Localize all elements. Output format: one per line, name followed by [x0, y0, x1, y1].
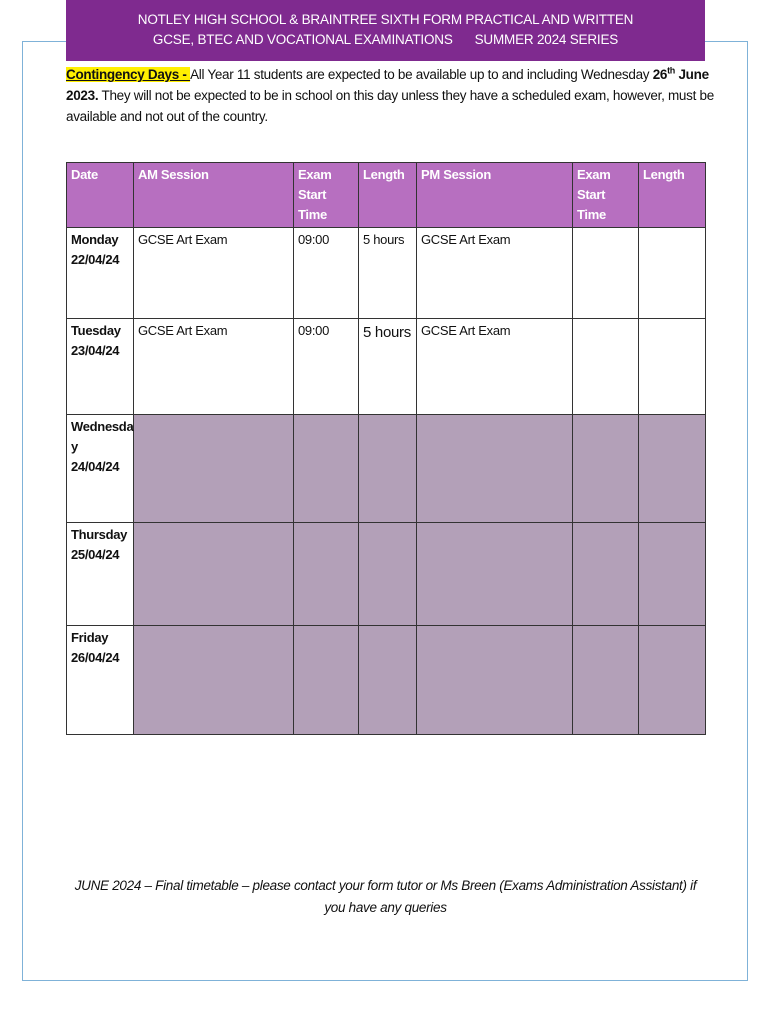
- row-am-session: [134, 415, 294, 523]
- row-day: Tuesday: [71, 323, 121, 338]
- title-banner: [66, 0, 705, 61]
- row-date-cell: [67, 319, 134, 415]
- row-am-length: 5 hours: [359, 228, 417, 319]
- row-date-cell: [67, 228, 134, 319]
- row-date-cell: [67, 626, 134, 735]
- header-pm-length: Length: [639, 163, 706, 228]
- header-pm-session: PM Session: [417, 163, 573, 228]
- row-am-start-time: [294, 415, 359, 523]
- row-am-start-time: [294, 523, 359, 626]
- row-pm-length: [639, 415, 706, 523]
- row-pm-session: [417, 415, 573, 523]
- row-date: 22/04/24: [71, 252, 120, 267]
- row-pm-start-time: [573, 228, 639, 319]
- banner-series: SUMMER 2024 SERIES: [474, 32, 619, 47]
- header-am-length: Length: [359, 163, 417, 228]
- table-row: [67, 523, 706, 626]
- row-day: Thursday: [71, 527, 128, 542]
- contingency-text-2: They will not be expected to be in school on this day unless they have a scheduled exam, however, must be available and not out of the country.: [66, 88, 714, 124]
- footer-note: JUNE 2024 – Final timetable – please contact your form tutor or Ms Breen (Exams Administration Assistant) if you have any queries: [74, 878, 697, 915]
- row-am-session: GCSE Art Exam: [134, 228, 294, 319]
- row-day: Monday: [71, 232, 119, 247]
- table-header-row: [67, 163, 706, 228]
- row-am-session: [134, 626, 294, 735]
- row-pm-length: [639, 228, 706, 319]
- table-row: [67, 228, 706, 319]
- exam-timetable: [66, 162, 706, 735]
- banner-line-1: NOTLEY HIGH SCHOOL & BRAINTREE SIXTH FORM PRACTICAL AND WRITTEN: [137, 12, 634, 27]
- contingency-notice: [66, 64, 716, 127]
- row-am-start-time: 09:00: [294, 228, 359, 319]
- row-date: 23/04/24: [71, 343, 120, 358]
- header-pm-start-time: Exam Start Time: [573, 163, 639, 228]
- row-am-session: GCSE Art Exam: [134, 319, 294, 415]
- row-pm-session: [417, 626, 573, 735]
- row-date: 25/04/24: [71, 547, 120, 562]
- header-date: Date: [67, 163, 134, 228]
- table-row: [67, 626, 706, 735]
- row-am-start-time: 09:00: [294, 319, 359, 415]
- row-am-length: 5 hours: [359, 319, 417, 415]
- row-date-cell: [67, 523, 134, 626]
- banner-line-2: [66, 30, 705, 50]
- row-am-length: [359, 415, 417, 523]
- contingency-text-1: All Year 11 students are expected to be available up to and including Wednesday: [190, 67, 653, 82]
- banner-exam-types: GCSE, BTEC AND VOCATIONAL EXAMINATIONS: [152, 32, 453, 47]
- row-date: 24/04/24: [71, 459, 120, 474]
- row-pm-length: [639, 626, 706, 735]
- row-day: Wednesda y: [71, 419, 134, 454]
- header-am-start-time: Exam Start Time: [294, 163, 359, 228]
- row-date: 26/04/24: [71, 650, 120, 665]
- row-day: Friday: [71, 630, 109, 645]
- table-row: [67, 319, 706, 415]
- row-am-length: [359, 626, 417, 735]
- row-pm-start-time: [573, 523, 639, 626]
- row-pm-start-time: [573, 626, 639, 735]
- row-date-cell: [67, 415, 134, 523]
- row-pm-session: [417, 523, 573, 626]
- row-pm-length: [639, 319, 706, 415]
- contingency-heading: Contingency Days -: [66, 67, 191, 82]
- row-pm-length: [639, 523, 706, 626]
- row-pm-start-time: [573, 319, 639, 415]
- row-pm-session: GCSE Art Exam: [417, 319, 573, 415]
- row-pm-session: GCSE Art Exam: [417, 228, 573, 319]
- row-am-start-time: [294, 626, 359, 735]
- row-am-session: [134, 523, 294, 626]
- contingency-date: 26th June 2023.: [66, 65, 709, 103]
- row-am-length: [359, 523, 417, 626]
- table-row: [67, 415, 706, 523]
- row-pm-start-time: [573, 415, 639, 523]
- header-am-session: AM Session: [134, 163, 294, 228]
